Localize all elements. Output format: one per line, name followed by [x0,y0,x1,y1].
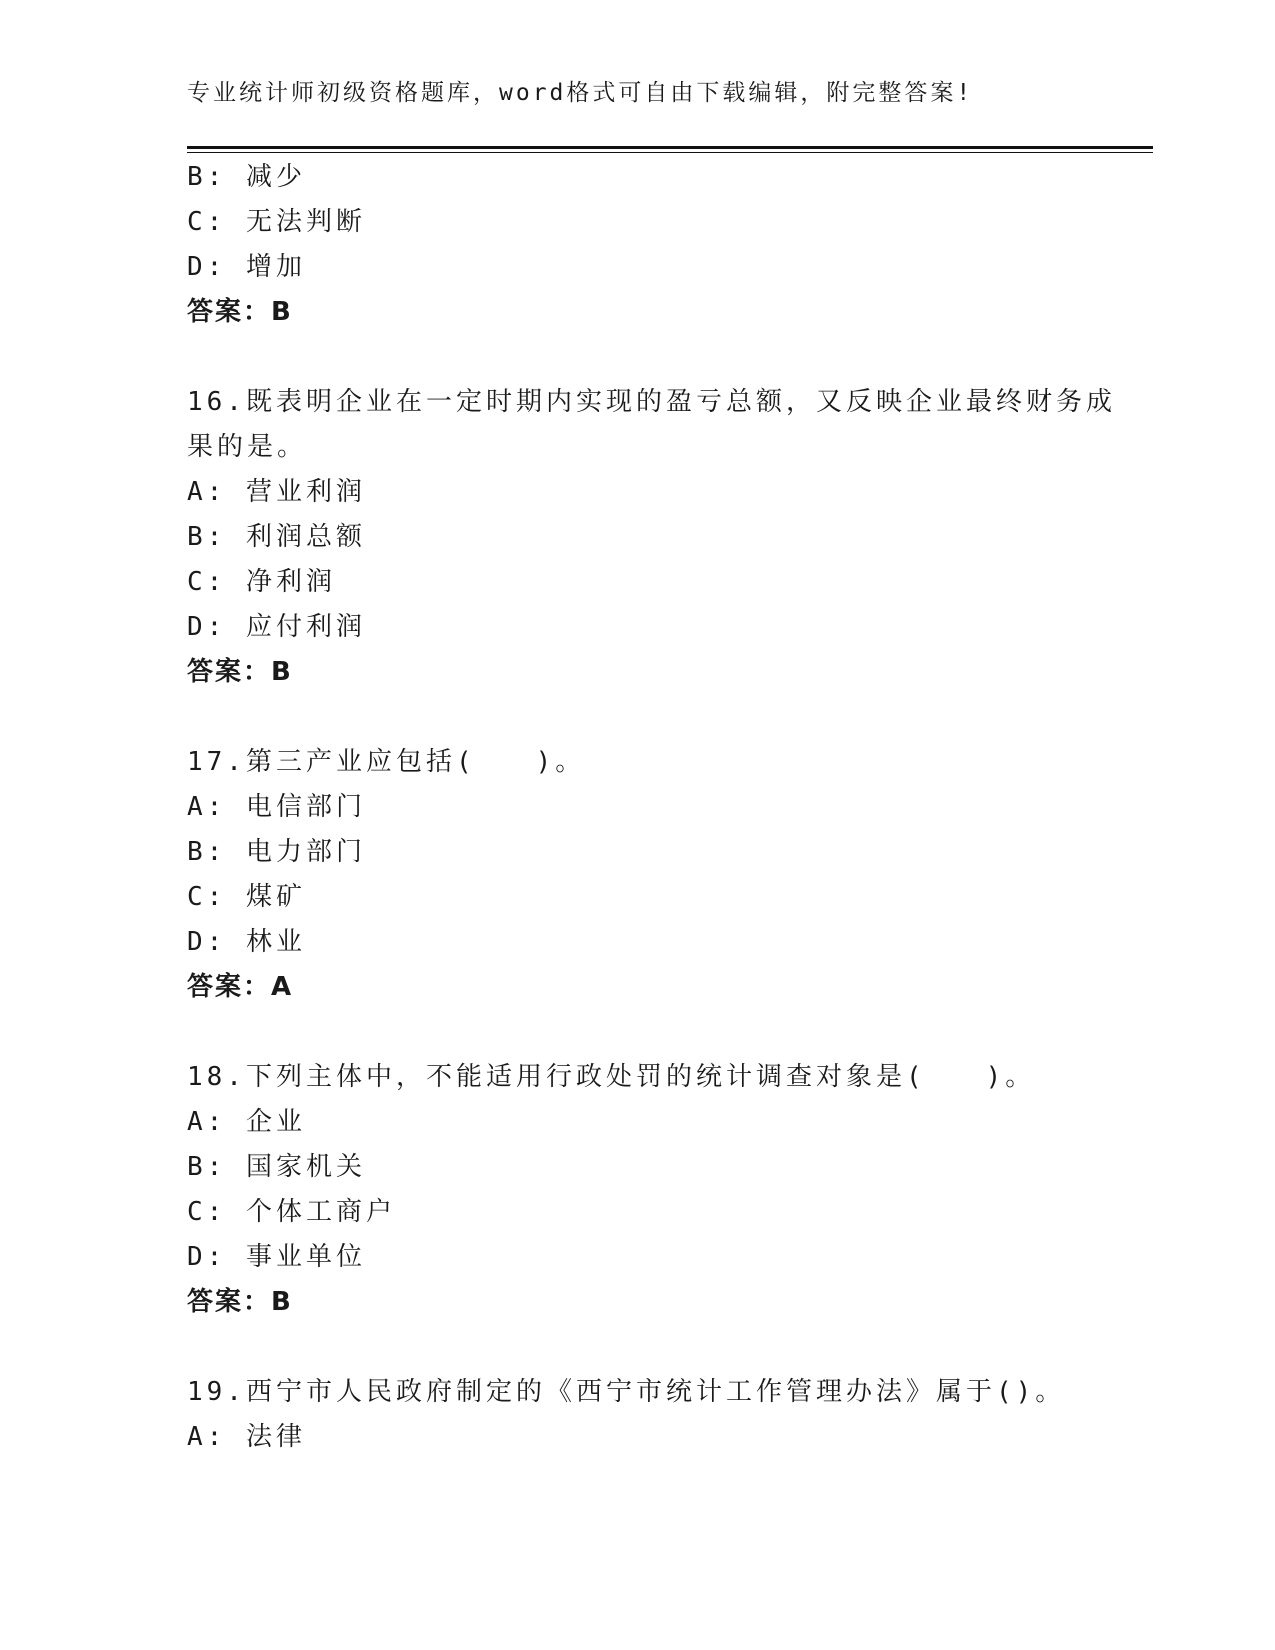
option-line: A: 营业利润 [187,477,366,507]
page-header: 专业统计师初级资格题库，word格式可自由下载编辑，附完整答案! [187,80,974,106]
option-line: A: 法律 [187,1422,306,1452]
answer-line: 答案：B [187,297,293,327]
answer-line: 答案：B [187,1287,293,1317]
answer-line: 答案：B [187,657,293,687]
question-18 [187,1055,1087,1325]
option-line: D: 事业单位 [187,1242,366,1272]
header-rule-thin [187,152,1153,153]
option-line: C: 个体工商户 [187,1197,396,1227]
question-content [187,155,1116,1460]
question-15-continuation [187,155,1087,335]
option-line: B: 电力部门 [187,837,366,867]
question-stem: 17.第三产业应包括( )。 [187,747,586,777]
option-line: D: 增加 [187,252,306,282]
question-17 [187,740,1087,1010]
option-line: A: 电信部门 [187,792,366,822]
header-rule-thick [187,146,1153,149]
option-line: B: 减少 [187,162,306,192]
option-line: D: 应付利润 [187,612,366,642]
question-19 [187,1370,1087,1460]
option-line: C: 净利润 [187,567,336,597]
option-line: B: 国家机关 [187,1152,366,1182]
option-line: B: 利润总额 [187,522,366,552]
option-line: C: 煤矿 [187,882,306,912]
option-line: D: 林业 [187,927,306,957]
question-stem: 16.既表明企业在一定时期内实现的盈亏总额，又反映企业最终财务成 [187,387,1116,417]
question-16 [187,380,1116,695]
question-stem: 18.下列主体中，不能适用行政处罚的统计调查对象是( )。 [187,1062,1036,1092]
answer-line: 答案：A [187,972,294,1002]
question-stem: 果的是。 [187,432,308,462]
question-stem: 19.西宁市人民政府制定的《西宁市统计工作管理办法》属于()。 [187,1377,1066,1407]
option-line: A: 企业 [187,1107,306,1137]
option-line: C: 无法判断 [187,207,366,237]
